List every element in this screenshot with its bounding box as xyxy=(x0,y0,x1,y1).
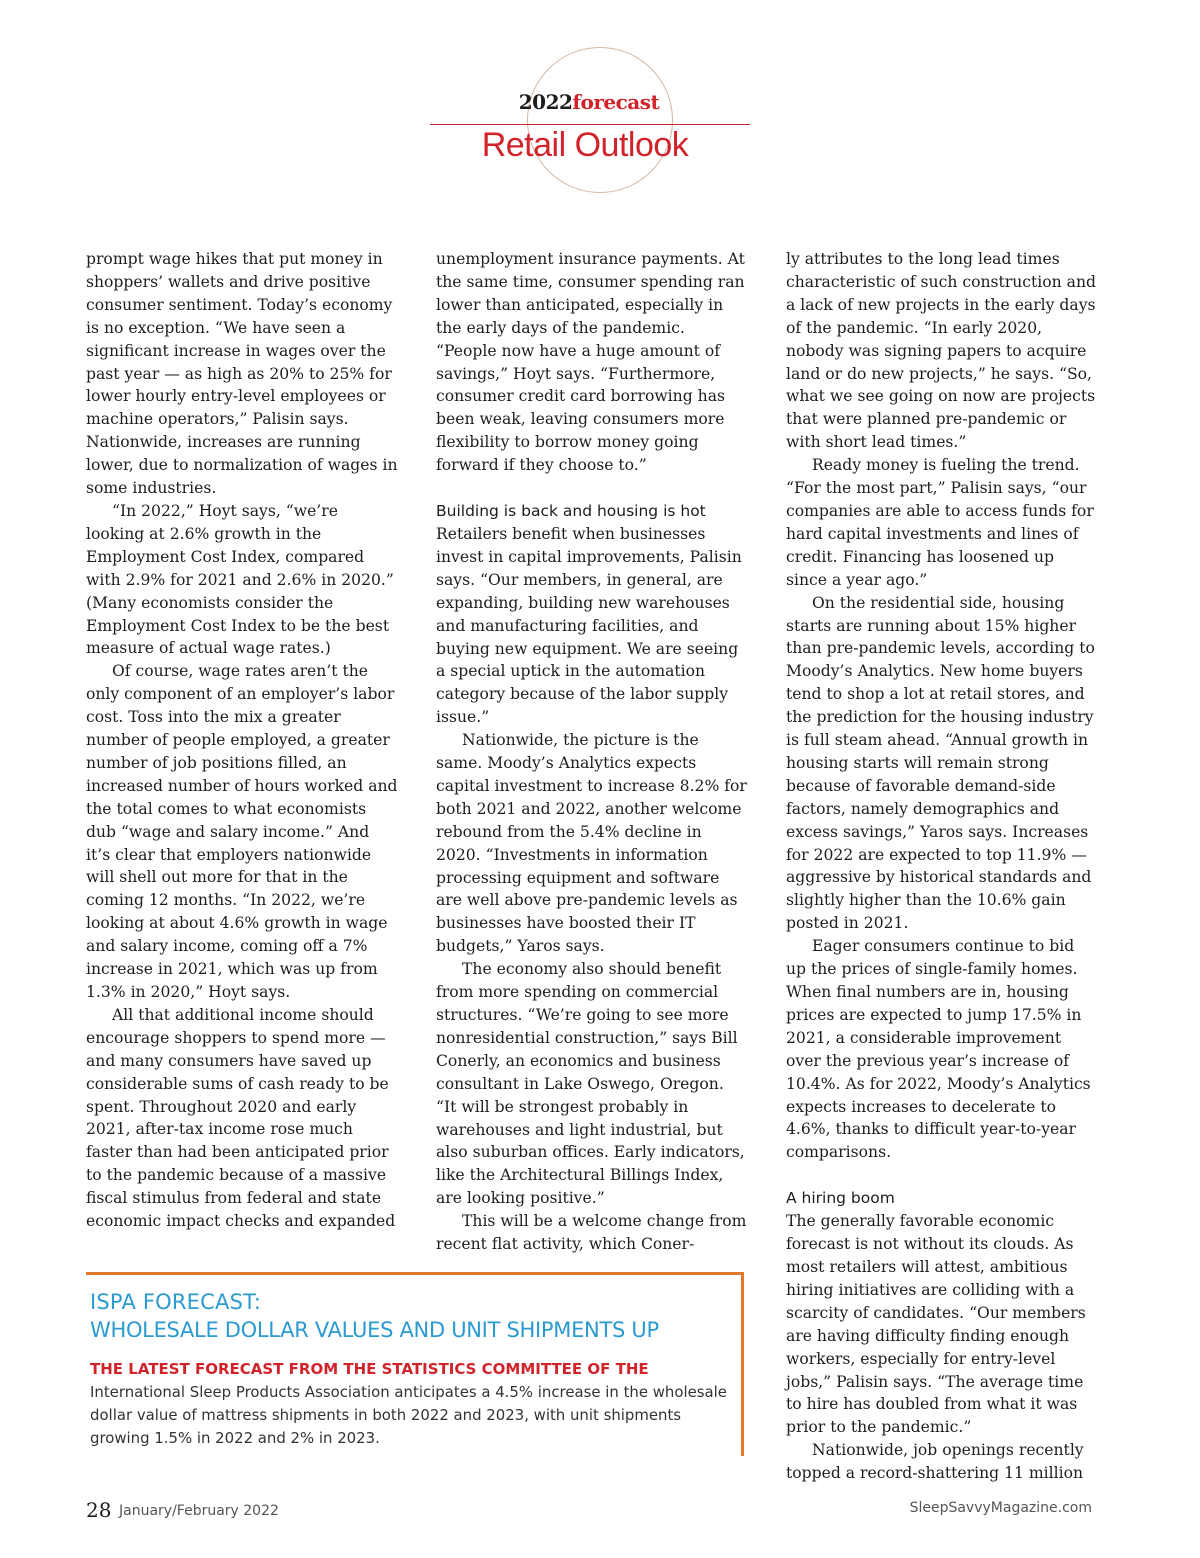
paragraph: “In 2022,” Hoyt says, “we’re looking at 2.6% growth in the Employment Cost Index, compared with 2.9% for 2021 and 2.6% in 2020.” (Many economists consider the Employment Cost Index to be the best measure of actual wage rates.) xyxy=(86,501,394,658)
kicker-year: 2022 xyxy=(518,90,573,114)
article-column-2 xyxy=(436,248,748,1256)
site-url: SleepSavvyMagazine.com xyxy=(909,1500,1092,1516)
paragraph: Eager consumers continue to bid up the prices of single-family homes. When final numbers are in, housing prices are expected to jump 17.5% in 2021, a considerable improvement over the previous year’s increase of 10.4%. As for 2022, Moody’s Analytics expects increases to decelerate to 4.6%, thanks to difficult year-to-year comparisons. xyxy=(786,937,1091,1162)
paragraph: Nationwide, job openings recently topped a record-shattering 11 million xyxy=(786,1441,1084,1483)
paragraph: This will be a welcome change from recent flat activity, which Coner- xyxy=(436,1212,747,1254)
paragraph: Retailers benefit when businesses invest in capital improvements, Palisin says. “Our members, in general, are expanding, building new warehouses and manufacturing facilities, and buying new equipment. We are seeing a special uptick in the automation category because of the labor supply issue.” xyxy=(436,524,742,727)
article-column-1 xyxy=(86,248,398,1233)
subhead-building: Building is back and housing is hot xyxy=(436,502,706,521)
paragraph: Ready money is fueling the trend. “For the most part,” Palisin says, “our companies are able to access funds for hard capital investments and lines of credit. Financing has loosened up since a year ago.” xyxy=(786,456,1094,589)
paragraph: All that additional income should encourage shoppers to spend more — and many consumers have saved up considerable sums of cash ready to be spent. Throughout 2020 and early 2021, after-tax income rose much faster than had been anticipated prior to the pandemic because of a massive fiscal stimulus from federal and state economic impact checks and expanded xyxy=(86,1005,396,1231)
ispa-body xyxy=(90,1358,736,1450)
article-column-3 xyxy=(786,248,1096,1485)
header-rule xyxy=(430,124,750,125)
ispa-lead-in: THE LATEST FORECAST FROM THE STATISTICS COMMITTEE OF THE xyxy=(90,1360,649,1378)
ispa-body-text: International Sleep Products Association anticipates a 4.5% increase in the wholesale dollar value of mattress shipments in both 2022 and 2023, with unit shipments growing 1.5% in 2022 and 2% in 2023. xyxy=(90,1383,727,1447)
page-number: 28 xyxy=(86,1498,112,1522)
paragraph: The generally favorable economic forecast is not without its clouds. As most retailers will attest, ambitious hiring initiatives are colliding with a scarcity of candidates. “Our members are having difficulty finding enough workers, especially for entry-level jobs,” Palisin says. “The average time to hire has doubled from what it was prior to the pandemic.” xyxy=(786,1212,1086,1437)
section-title: Retail Outlook xyxy=(481,126,689,164)
ispa-title-line-2: WHOLESALE DOLLAR VALUES AND UNIT SHIPMENTS UP xyxy=(90,1318,659,1342)
subhead-hiring: A hiring boom xyxy=(786,1189,895,1208)
paragraph: Nationwide, the picture is the same. Moody’s Analytics expects capital investment to increase 8.2% for both 2021 and 2022, another welcome rebound from the 5.4% decline in 2020. “Investments in information processing equipment and software are well above pre-pandemic levels as businesses have boosted their IT budgets,” Yaros says. xyxy=(436,731,747,956)
paragraph: ly attributes to the long lead times characteristic of such construction and a lack of new projects in the early days of the pandemic. “In early 2020, nobody was signing papers to acquire land or do new projects,” he says. “So, what we see going on now are projects that were planned pre-pandemic or with short lead times.” xyxy=(786,250,1096,452)
section-kicker xyxy=(0,90,1178,114)
paragraph: The economy also should benefit from more spending on commercial structures. “We’re going to see more nonresidential construction,” says Bill Conerly, an economics and business consultant in Lake Oswego, Oregon. “It will be strongest probably in warehouses and light industrial, but also suburban offices. Early indicators, like the Architectural Billings Index, are looking positive.” xyxy=(436,960,745,1208)
kicker-forecast: forecast xyxy=(572,90,660,114)
ispa-title-line-1: ISPA FORECAST: xyxy=(90,1290,262,1314)
paragraph: Of course, wage rates aren’t the only component of an employer’s labor cost. Toss into the mix a greater number of people employed, a greater number of job positions filled, an increased number of hours worked and the total comes to what economists dub “wage and salary income.” And it’s clear that employers nationwide will shell out more for that in the coming 12 months. “In 2022, we’re looking at about 4.6% growth in wage and salary income, coming off a 7% increase in 2021, which was up from 1.3% in 2020,” Hoyt says. xyxy=(86,662,398,1001)
paragraph: On the residential side, housing starts are running about 15% higher than pre-pandemic levels, according to Moody’s Analytics. New home buyers tend to shop a lot at retail stores, and the prediction for the housing industry is full steam ahead. “Annual growth in housing starts will remain strong because of favorable demand-side factors, namely demographics and excess savings,” Yaros says. Increases for 2022 are expected to top 11.9% — aggressive by historical standards and slightly higher than the 10.6% gain posted in 2021. xyxy=(786,593,1095,933)
paragraph: unemployment insurance payments. At the same time, consumer spending ran lower than anticipated, especially in the early days of the pandemic. “People now have a huge amount of savings,” Hoyt says. “Furthermore, consumer credit card borrowing has been weak, leaving consumers more flexibility to borrow money going forward if they choose to.” xyxy=(436,250,745,475)
paragraph: prompt wage hikes that put money in shoppers’ wallets and drive positive consumer sentiment. Today’s economy is no exception. “We have seen a significant increase in wages over the past year — as high as 20% to 25% for lower hourly entry-level employees or machine operators,” Palisin says. Nationwide, increases are running lower, due to normalization of wages in some industries. xyxy=(86,250,398,498)
header-circle-ornament xyxy=(527,47,673,193)
issue-date: January/February 2022 xyxy=(119,1503,279,1519)
